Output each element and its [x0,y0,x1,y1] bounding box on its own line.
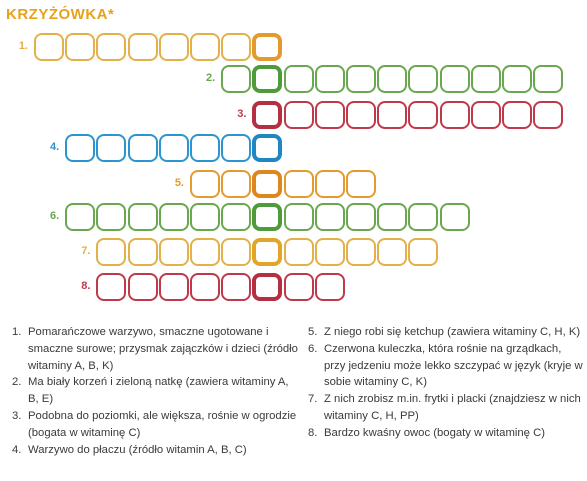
crossword-cell[interactable] [221,65,251,93]
crossword-cell[interactable] [96,203,126,231]
crossword-cell[interactable] [159,134,189,162]
solution-cell[interactable] [252,170,282,198]
crossword-cell[interactable] [315,101,345,129]
crossword-cell[interactable] [190,273,220,301]
solution-cell[interactable] [252,203,282,231]
crossword-cell[interactable] [159,238,189,266]
row-number: 1. [18,40,28,52]
clue-item [12,374,298,408]
clue-item [308,324,583,341]
crossword-cell[interactable] [190,33,220,61]
clue-number: 7. [308,393,318,406]
row-number: 5. [174,177,184,189]
crossword-cell[interactable] [159,273,189,301]
crossword-cell[interactable] [221,273,251,301]
crossword-cell[interactable] [221,238,251,266]
clue-number: 2. [12,376,22,389]
crossword-cell[interactable] [284,65,314,93]
crossword-cell[interactable] [346,238,376,266]
clue-text: Warzywo do płaczu (źródło witamin A, B, C) [28,443,247,456]
crossword-cell[interactable] [284,170,314,198]
crossword-cell[interactable] [96,134,126,162]
row-number: 7. [81,245,91,257]
crossword-cell[interactable] [315,273,345,301]
clue-item [308,341,583,391]
crossword-cell[interactable] [315,203,345,231]
crossword-cell[interactable] [221,33,251,61]
crossword-cell[interactable] [471,65,501,93]
crossword-cell[interactable] [65,203,95,231]
crossword-cell[interactable] [408,238,438,266]
clue-text: Czerwona kuleczka, która rośnie na grządkach, przy jedzeniu może lekko szczypać w język (kryje w sobie witaminy C, K) [324,342,583,389]
crossword-cell[interactable] [315,65,345,93]
row-number: 2. [206,72,216,84]
clue-number: 5. [308,326,318,338]
crossword-cell[interactable] [533,65,563,93]
crossword-cell[interactable] [190,170,220,198]
crossword-cell[interactable] [34,33,64,61]
clue-number: 4. [12,443,22,456]
crossword-cell[interactable] [221,203,251,231]
crossword-cell[interactable] [159,33,189,61]
crossword-cell[interactable] [128,238,158,266]
crossword-cell[interactable] [284,101,314,129]
crossword-cell[interactable] [96,238,126,266]
crossword-cell[interactable] [190,238,220,266]
clues-list-left [12,324,298,458]
crossword-cell[interactable] [315,238,345,266]
crossword-cell[interactable] [408,101,438,129]
crossword-cell[interactable] [346,170,376,198]
crossword-cell[interactable] [533,101,563,129]
crossword-cell[interactable] [440,65,470,93]
clue-item [308,425,583,442]
crossword-cell[interactable] [377,65,407,93]
crossword-cell[interactable] [128,134,158,162]
crossword-cell[interactable] [190,203,220,231]
crossword-cell[interactable] [96,273,126,301]
crossword-cell[interactable] [408,203,438,231]
crossword-cell[interactable] [284,238,314,266]
crossword-cell[interactable] [128,273,158,301]
crossword-cell[interactable] [440,101,470,129]
solution-cell[interactable] [252,101,282,129]
crossword-cell[interactable] [190,134,220,162]
row-number: 8. [81,280,91,292]
solution-cell[interactable] [252,273,282,301]
crossword-cell[interactable] [315,170,345,198]
crossword-cell[interactable] [377,238,407,266]
clue-text: Bardzo kwaśny owoc (bogaty w witaminę C) [324,426,546,439]
row-number: 4. [50,141,60,153]
clue-item [308,391,583,425]
solution-cell[interactable] [252,65,282,93]
clues-list-right [308,324,583,442]
crossword-cell[interactable] [221,170,251,198]
crossword-cell[interactable] [128,33,158,61]
crossword-cell[interactable] [65,134,95,162]
crossword-cell[interactable] [377,203,407,231]
crossword-cell[interactable] [96,33,126,61]
crossword-title: KRZYŻÓWKA* [6,6,115,23]
row-number: 6. [50,210,60,222]
crossword-cell[interactable] [440,203,470,231]
crossword-cell[interactable] [284,273,314,301]
crossword-cell[interactable] [502,65,532,93]
crossword-cell[interactable] [408,65,438,93]
solution-cell[interactable] [252,33,282,61]
clue-number: 8. [308,426,318,439]
clue-item [12,442,298,459]
crossword-cell[interactable] [346,203,376,231]
crossword-cell[interactable] [346,101,376,129]
crossword-cell[interactable] [346,65,376,93]
row-number: 3. [237,108,247,120]
crossword-cell[interactable] [221,134,251,162]
crossword-cell[interactable] [502,101,532,129]
clue-number: 3. [12,409,22,422]
clue-item [12,324,298,374]
clue-text: Ma biały korzeń i zieloną natkę (zawiera witaminy A, B, E) [28,376,289,406]
crossword-cell[interactable] [159,203,189,231]
crossword-cell[interactable] [65,33,95,61]
clue-item [12,408,298,442]
clue-text: Podobna do poziomki, ale większa, rośnie w ogrodzie (bogata w witaminę C) [28,409,297,439]
solution-cell[interactable] [252,134,282,162]
clue-text: Z nich zrobisz m.in. frytki i placki (znajdziesz w nich witaminy C, H, PP) [324,393,581,422]
clue-number: 6. [308,342,318,355]
solution-cell[interactable] [252,238,282,266]
crossword-cell[interactable] [377,101,407,129]
crossword-cell[interactable] [471,101,501,129]
clue-text: Z niego robi się ketchup (zawiera witaminy C, H, K) [324,326,581,338]
crossword-cell[interactable] [284,203,314,231]
clue-number: 1. [12,326,22,338]
clue-text: Pomarańczowe warzywo, smaczne ugotowane i smaczne surowe; przysmak zajączków i dzieci (źródło witaminy A, B, K) [28,326,298,372]
crossword-cell[interactable] [128,203,158,231]
